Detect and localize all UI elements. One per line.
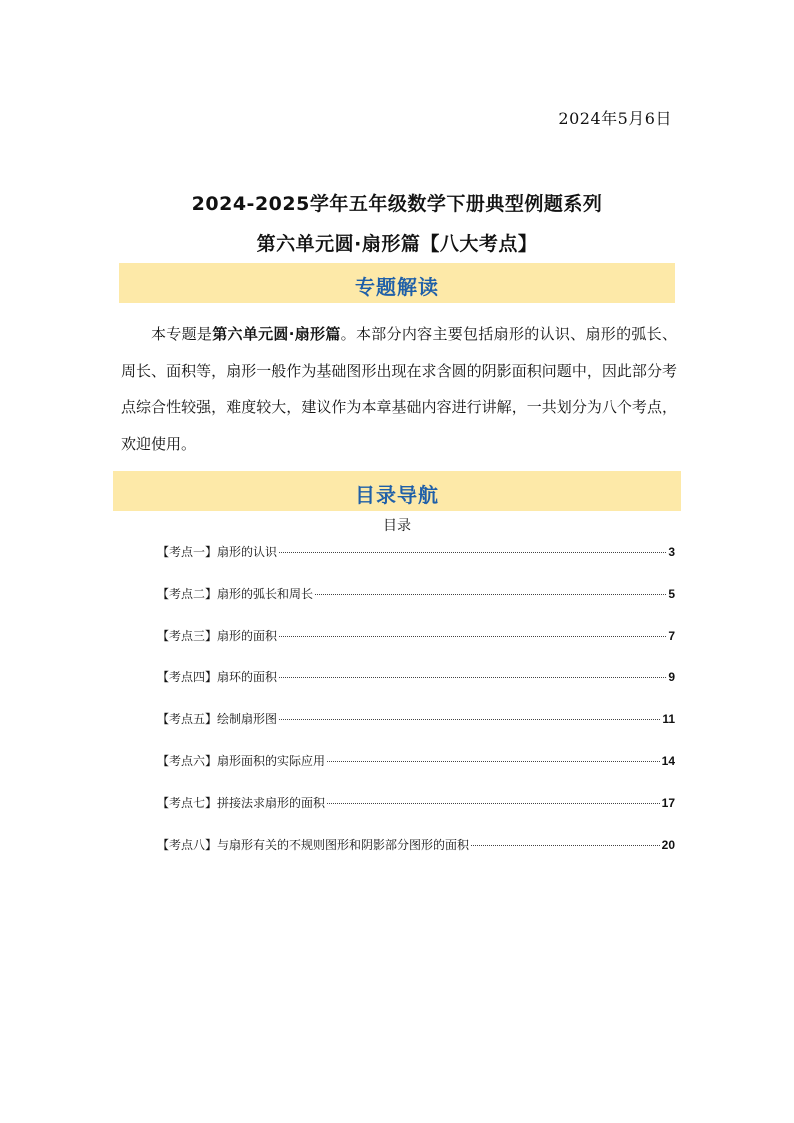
toc-entry-label: 【考点一】扇形的认识 bbox=[157, 545, 278, 559]
toc-entry-3[interactable] bbox=[157, 627, 675, 669]
toc-entry-label: 【考点三】扇形的面积 bbox=[157, 628, 278, 643]
toc-entry-2[interactable] bbox=[157, 585, 675, 627]
toc-entry-label: 【考点七】拼接法求扇形的面积 bbox=[157, 795, 326, 810]
toc-subheading: 目录 bbox=[383, 518, 411, 534]
toc-entry-page: 3 bbox=[668, 545, 675, 559]
toc-entry-8[interactable] bbox=[157, 836, 675, 878]
toc-entry-label: 【考点八】与扇形有关的不规则图形和阴影部分图形的面积 bbox=[157, 837, 470, 852]
toc-entry-page: 17 bbox=[661, 795, 675, 810]
toc-entry-1[interactable] bbox=[157, 543, 675, 585]
intro-lead-text: 本专题是 bbox=[151, 325, 213, 343]
toc-leader-dots bbox=[279, 552, 666, 553]
toc-entry-label: 【考点二】扇形的弧长和周长 bbox=[157, 586, 314, 601]
toc-leader-dots bbox=[279, 636, 666, 637]
toc-entry-6[interactable] bbox=[157, 752, 675, 794]
document-date: 2024年5月6日 bbox=[558, 109, 672, 128]
intro-heading-band bbox=[119, 263, 675, 303]
toc-leader-dots bbox=[327, 803, 660, 804]
table-of-contents bbox=[157, 543, 675, 877]
toc-entry-page: 14 bbox=[661, 753, 675, 768]
toc-entry-5[interactable] bbox=[157, 710, 675, 752]
toc-leader-dots bbox=[279, 719, 660, 720]
toc-entry-7[interactable] bbox=[157, 794, 675, 836]
toc-entry-label: 【考点四】扇环的面积 bbox=[157, 670, 278, 685]
intro-paragraph bbox=[121, 316, 677, 462]
toc-heading-band bbox=[113, 471, 681, 511]
toc-entry-page: 7 bbox=[668, 628, 675, 643]
toc-entry-page: 9 bbox=[668, 670, 675, 685]
toc-entry-label: 【考点六】扇形面积的实际应用 bbox=[157, 753, 326, 768]
toc-leader-dots bbox=[327, 761, 660, 762]
toc-leader-dots bbox=[315, 594, 666, 595]
document-subtitle: 第六单元圆·扇形篇【八大考点】 bbox=[256, 233, 538, 255]
toc-entry-page: 5 bbox=[668, 586, 675, 601]
toc-entry-page: 20 bbox=[661, 837, 675, 852]
toc-leader-dots bbox=[279, 677, 666, 678]
intro-bold-text: 第六单元圆·扇形篇 bbox=[212, 325, 341, 343]
toc-entry-label: 【考点五】绘制扇形图 bbox=[157, 712, 278, 727]
toc-heading: 目录导航 bbox=[355, 483, 439, 507]
document-title: 2024-2025学年五年级数学下册典型例题系列 bbox=[191, 193, 603, 215]
toc-entry-4[interactable] bbox=[157, 668, 675, 710]
toc-leader-dots bbox=[471, 845, 660, 846]
intro-rest-text: 。本部分内容主要包括扇形的认识、扇形的弧长、周长、面积等，扇形一般作为基础图形出现在求含圆的阴影面积问题中，因此部分考点综合性较强，难度较大，建议作为本章基础内容进行讲解，一共划分为八个考点，欢迎使用。 bbox=[121, 325, 677, 453]
toc-entry-page: 11 bbox=[662, 712, 675, 727]
intro-heading: 专题解读 bbox=[355, 275, 439, 299]
